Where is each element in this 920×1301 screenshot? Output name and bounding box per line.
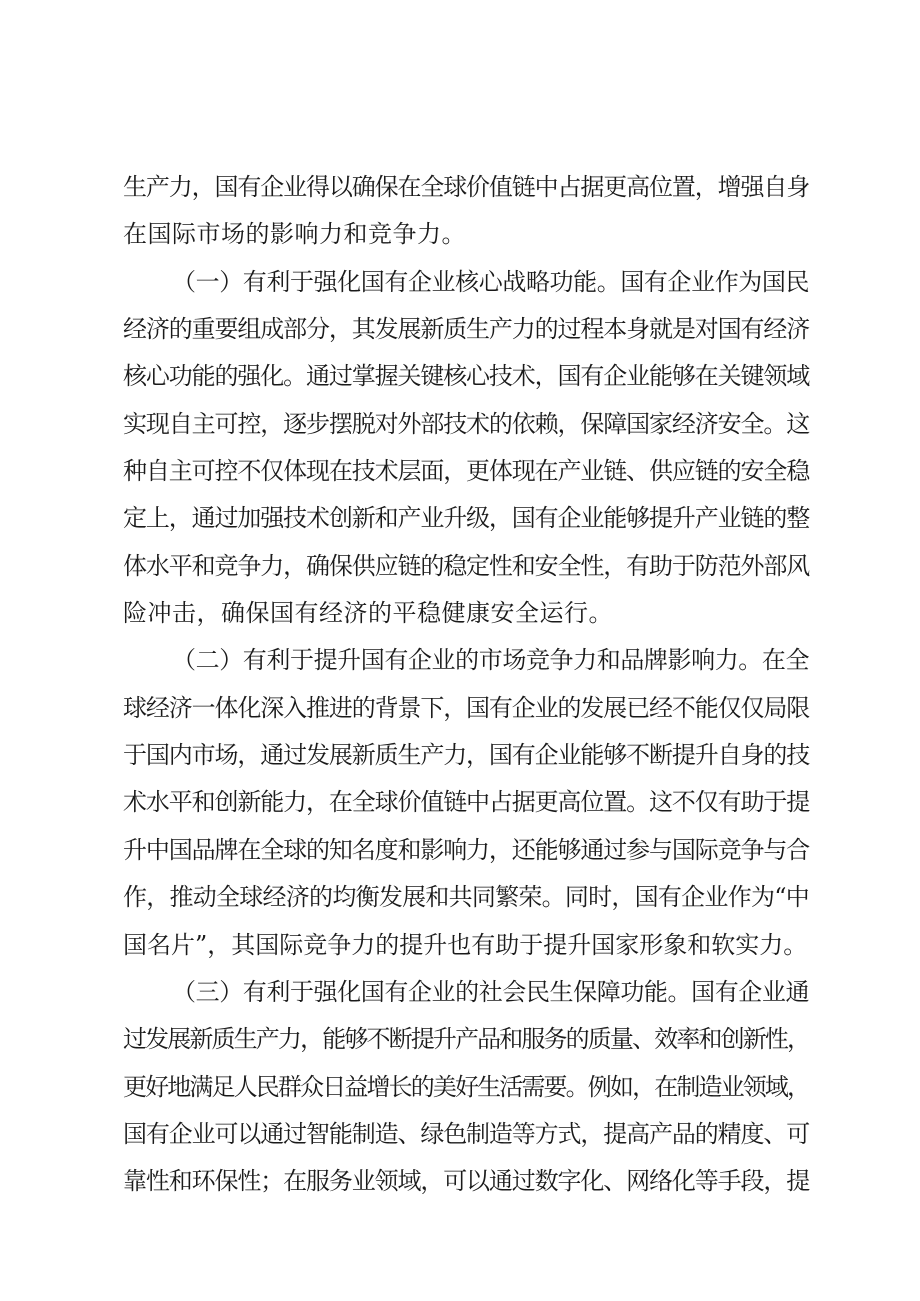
text-line: 经济的重要组成部分，其发展新质生产力的过程本身就是对国有经济: [123, 315, 809, 344]
text-line: 升中国品牌在全球的知名度和影响力，还能够通过参与国际竞争与合: [123, 835, 809, 864]
text-line: 定上，通过加强技术创新和产业升级，国有企业能够提升产业链的整: [123, 504, 809, 533]
text-line: 过发展新质生产力，能够不断提升产品和服务的质量、效率和创新性，: [123, 1025, 809, 1054]
paragraph-first-line: （二）有利于提升国有企业的市场竞争力和品牌影响力。在全: [172, 646, 809, 675]
text-line: 核心功能的强化。通过掌握关键核心技术，国有企业能够在关键领域: [123, 362, 809, 391]
text-line: 球经济一体化深入推进的背景下，国有企业的发展已经不能仅仅局限: [123, 693, 809, 722]
text-line: 国名片”，其国际竞争力的提升也有助于提升国家形象和软实力。: [123, 930, 808, 959]
paragraph-first-line: （一）有利于强化国有企业核心战略功能。国有企业作为国民: [172, 267, 809, 296]
text-line: 作，推动全球经济的均衡发展和共同繁荣。同时，国有企业作为“中: [123, 883, 809, 912]
text-line: 险冲击，确保国有经济的平稳健康安全运行。: [123, 599, 613, 628]
document-body: [123, 164, 809, 1206]
text-line: 实现自主可控，逐步摆脱对外部技术的依赖，保障国家经济安全。这: [123, 409, 809, 438]
text-line: 生产力，国有企业得以确保在全球价值链中占据更高位置，增强自身: [123, 173, 809, 201]
text-line: 种自主可控不仅体现在技术层面，更体现在产业链、供应链的安全稳: [123, 457, 809, 486]
text-line: 术水平和创新能力，在全球价值链中占据更高位置。这不仅有助于提: [123, 788, 809, 817]
paragraph-first-line: （三）有利于强化国有企业的社会民生保障功能。国有企业通: [172, 977, 809, 1006]
text-line: 体水平和竞争力，确保供应链的稳定性和安全性，有助于防范外部风: [123, 551, 809, 580]
text-line: 国有企业可以通过智能制造、绿色制造等方式，提高产品的精度、可: [123, 1119, 809, 1148]
text-line: 在国际市场的影响力和竞争力。: [123, 220, 466, 249]
text-line: 更好地满足人民群众日益增长的美好生活需要。例如，在制造业领域，: [123, 1072, 809, 1101]
text-line: 于国内市场，通过发展新质生产力，国有企业能够不断提升自身的技: [123, 741, 809, 770]
text-line: 靠性和环保性；在服务业领域，可以通过数字化、网络化等手段，提: [123, 1167, 809, 1196]
